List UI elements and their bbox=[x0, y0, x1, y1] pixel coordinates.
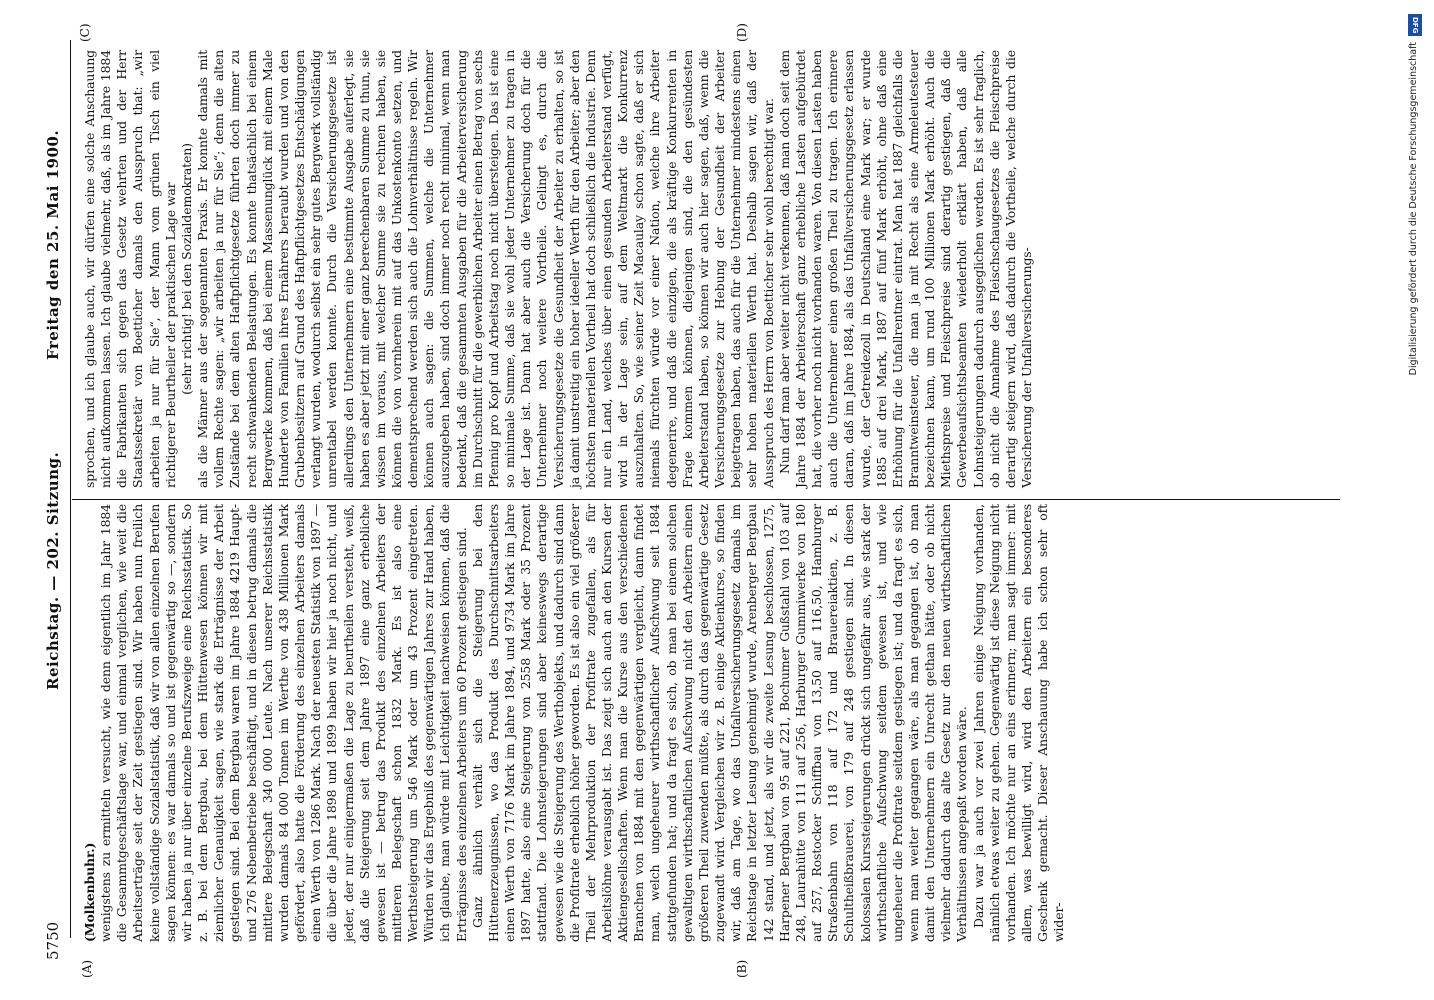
dfg-logo-icon: DFG bbox=[1408, 14, 1422, 36]
margin-marker-d: (D) bbox=[735, 23, 749, 42]
paragraph: Dazu war ja auch vor zwei Jahren einige Neigung vorhanden, nämlich etwas weiter zu gehen. Gegenwärtig ist diese Neigung nicht vorhanden. Ich möchte nur an eins erinnern; man sagt immer: mit allem, was bewilligt wird, wird den Arbeitern ein besonderes Geschenk gemacht. Dieser Anschauung habe ich schon sehr oft wider- bbox=[970, 504, 1067, 942]
paragraph: wenigstens zu ermitteln versucht, wie denn eigentlich im Jahr 1884 die Gesammtgeschäftslage war, und einmal verglichen, wie weit die Arbeitserträge seit der Zeit gestiegen sind. Wir haben nun freilich keine vollständige Sozialstatistik, daß wir von allen einzelnen Berufen sagen können: es war damals so und ist gegenwärtig so —, sondern wir haben ja nur über einzelne Berufszweige eine Reichsstatistik. So z. B. bei dem Bergbau, bei dem Hüttenwesen können wir mit ziemlicher Genauigkeit sagen, wie stark die Erträgnisse der Arbeit gestiegen sind. Bei dem Bergbau waren im Jahre 1884 4219 Haupt- und 276 Nebenbetriebe beschäftigt, und in diesen betrug damals die mittlere Belegschaft 340 000 Leute. Nach unserer Reichsstatistik wurden damals 84 000 Tonnen im Werthe von 438 Millionen Mark gefördert, also hatte die Förderung des einzelnen Arbeiters damals einen Werth von 1286 Mark. Nach der neuesten Statistik von 1897 — die über die Jahre 1898 und 1899 haben wir hier ja noch nicht, und jeder, der nur einigermaßen die Lage zu beurtheilen versteht, weiß, daß die Steigerung seit dem Jahre 1897 eine ganz erhebliche gewesen ist — betrug das Produkt des einzelnen Arbeiters der mittleren Belegschaft schon 1832 Mark. Es ist also eine Werthsteigerung um 546 Mark oder um 43 Prozent eingetreten. Würden wir das Ergebniß des gegenwärtigen Jahres zur Hand haben, ich glaube, man würde mit Leichtigkeit nachweisen können, daß die Erträgnisse des einzelnen Arbeiters um 60 Prozent gestiegen sind. bbox=[98, 504, 469, 942]
speaker-label: (Molkenbuhr.) bbox=[82, 842, 97, 942]
paragraph: als die Männer aus der sogenannten Praxis. Er konnte damals mit vollem Rechte sagen: „wir arbeiten ja nur für Sie“; denn die alten Zustände bei dem alten Haftpflichtgesetze führten doch immer zu recht schwankenden Belastungen. Es konnte thatsächlich bei einem Bergwerke kommen, daß bei einem Massenunglück mit einem Male Hunderte von Familien ihres Ernährers beraubt wurden und von den Grubenbesitzern auf Grund des Haftpflichtgesetzes Entschädigungen verlangt wurden, wodurch selbst ein sehr gutes Bergwerk vollständig unrentabel werden konnte. Durch die Versicherungsgesetze ist allerdings den Unternehmern eine bestimmte Ausgabe auferlegt, sie haben es aber jetzt mit einer ganz berechenbaren Summe zu thun, sie wissen im voraus, mit welcher Summe sie zu rechnen haben, sie können die von vornherein mit auf das Unkostenkonto setzen, und dementsprechend werden sich auch die Lohnverhältnisse regeln. Wir können auch sagen: die Summen, welche die Unternehmer auszugeben haben, sind doch immer noch recht minimal, wenn man bedenkt, daß die gesammten Ausgaben für die Arbeiterversicherung im Durchschnitt für die gewerblichen Arbeiter einen Betrag von sechs Pfennig pro Kopf und Arbeitstag noch nicht übersteigen. Das ist eine so minimale Summe, daß sie wohl jeder Unternehmer zu tragen in der Lage ist. Dann hat aber auch die Versicherung doch für die Unternehmer noch weitere Vortheile. Gelingt es, durch die Versicherungsgesetze die Gesundheit der Arbeiter zu erhalten, so ist ja damit unstreitig ein hoher ideeller Werth für den Arbeiter; aber den höchsten materiellen Vortheil hat doch schließlich die Industrie. Denn nur ein Land, welches über einen gesunden Arbeiterstand verfügt, wird in der Lage sein, auf dem Weltmarkt die Konkurrenz auszuhalten. So, wie seiner Zeit Macaulay schon sagte, daß er sich niemals fürchten würde vor einer Nation, welche ihre Arbeiter degenerire, und daß die einzigen, die als kräftige Konkurrenten in Frage kommen können, diejenigen sind, die den gesündesten Arbeiterstand haben, so können wir auch hier sagen, daß, wenn die Versicherungsgesetze zur Hebung der Gesundheit der Arbeiter beigetragen haben, das auch für die Unternehmer mindestens einen sehr hohen materiellen Werth hat. Deshalb sagen wir, daß der Ausspruch des Herrn von Boetticher sehr wohl berechtigt war. bbox=[195, 50, 776, 488]
paragraph: Nun darf man aber weiter nicht verkennen, daß man doch seit dem Jahre 1884 der Arbeiterschaft ganz erhebliche Lasten aufgebürdet hat, die vorher noch nicht vorhanden waren. Von diesen Lasten haben auch die Unternehmer einen großen Theil zu tragen. Ich erinnere daran, daß im Jahre 1884, als das Unfallversicherungsgesetz erlassen wurde, der Getreidezoll in Deutschland eine Mark war; er wurde 1885 auf drei Mark, 1887 auf fünf Mark erhöht, ohne daß eine Erhöhung für die Unfallrentner eintrat. Man hat 1887 gleichfalls die Branntweinsteuer, die man ja mit Recht als eine Armeleutesteuer bezeichnen kann, um rund 100 Millionen Mark erhöht. Auch die Miethspreise und Fleischpreise sind derartig gestiegen, daß die Gewerbeaufsichtsbeamten wiederholt erklärt haben, daß alle Lohnsteigerungen dadurch ausgeglichen werden. Es ist sehr fraglich, ob nicht die Annahme des Fleischschaugesetzes die Fleischpreise derartig steigern wird, daß dadurch die Vortheile, welche durch die Versicherung der Unfallversicherungs- bbox=[776, 50, 1035, 488]
left-column bbox=[82, 504, 1068, 942]
column-divider bbox=[72, 499, 1340, 500]
digitization-credit bbox=[1404, 6, 1426, 996]
right-column bbox=[82, 50, 1035, 488]
margin-marker-c: (C) bbox=[78, 23, 92, 42]
credit-text: Digitalisierung gefördert durch die Deutsche Forschungsgemeinschaft bbox=[1408, 42, 1419, 376]
margin-marker-b: (B) bbox=[735, 959, 749, 978]
header-rule bbox=[70, 40, 71, 938]
margin-marker-a: (A) bbox=[80, 959, 94, 978]
page-header bbox=[40, 40, 68, 960]
session-date: Freitag den 25. Mai 1900. bbox=[44, 129, 62, 360]
interjection: (sehr richtig! bei den Sozialdemokraten) bbox=[178, 143, 194, 395]
paragraph: sprochen, und ich glaube auch, wir dürfen eine solche Anschauung nicht aufkommen lassen. Ich glaube vielmehr, daß, als im Jahre 1884 die Fabrikanten sich gegen das Gesetz wehrten und der Herr Staatssekretär von Boetticher damals den Ausspruch that: „wir arbeiten ja nur für Sie“, der Mann vom grünen Tisch ein viel richtigerer Beurtheiler der praktischen Lage war bbox=[82, 50, 178, 488]
session-title: Reichstag. — 202. Sitzung. bbox=[44, 451, 62, 690]
paragraph: Ganz ähnlich verhält sich die Steigerung bei den Hüttenerzeugnissen, wo das Produkt des Durchschnittsarbeiters einen Werth von 7176 Mark im Jahre 1894, und 9734 Mark im Jahre 1897 hatte, also eine Steigerung von 2558 Mark oder 35 Prozent stattfand. Die Lohnsteigerungen sind aber keineswegs derartige gewesen wie die Steigerung des Werthobjekts, und dadurch sind dann die Profitrate erheblich höher geworden. Es ist also ein viel größerer Theil der Mehrproduktion der Profitrate zugefallen, als für Arbeitslöhne verausgabt ist. Das zeigt sich auch an den Kursen der Aktiengesellschaften. Wenn man die Kurse aus den verschiedenen Branchen von 1884 mit den gegenwärtigen vergleicht, dann findet man, welch ungeheurer wirthschaftlicher Aufschwung seit 1884 stattgefunden hat; und da fragt es sich, ob man bei einem solchen gewaltigen wirthschaftlichen Aufschwung nicht den Arbeitern einen größeren Theil zuwenden müßte, als durch das gegenwärtige Gesetz zugewandt wird. Vergleichen wir z. B. einige Aktienkurse, so finden wir, daß am Tage, wo das Unfallversicherungsgesetz damals im Reichstage in letzter Lesung genehmigt wurde, Arenberger Bergbau 142 stand, und jetzt, als wir die zweite Lesung beschlossen, 1275, Harpener Bergbau von 95 auf 221, Bochumer Gußstahl von 103 auf 248, Laurahütte von 111 auf 256, Harburger Gummiwerke von 180 auf 257, Rostocker Schiffbau von 13,50 auf 116,50, Hamburger Straßenbahn von 118 auf 172 und Brauereiaktien, z. B. Schultheißbrauerei, von 179 auf 248 gestiegen sind. In diesen kolossalen Kurssteigerungen drückt sich ungefähr aus, wie stark der wirthschaftliche Aufschwung seitdem gewesen ist, und wie ungeheuer die Profitrate seitdem gestiegen ist; und da fragt es sich, wenn man weiter gegangen wäre, als man gegangen ist, ob man damit den Unternehmern ein Unrecht gethan hätte, oder ob nicht vielmehr dadurch das alte Gesetz nur den neuen wirthschaftlichen Verhältnissen angepaßt worden wäre. bbox=[469, 504, 970, 942]
page-number: 5750 bbox=[44, 921, 62, 960]
